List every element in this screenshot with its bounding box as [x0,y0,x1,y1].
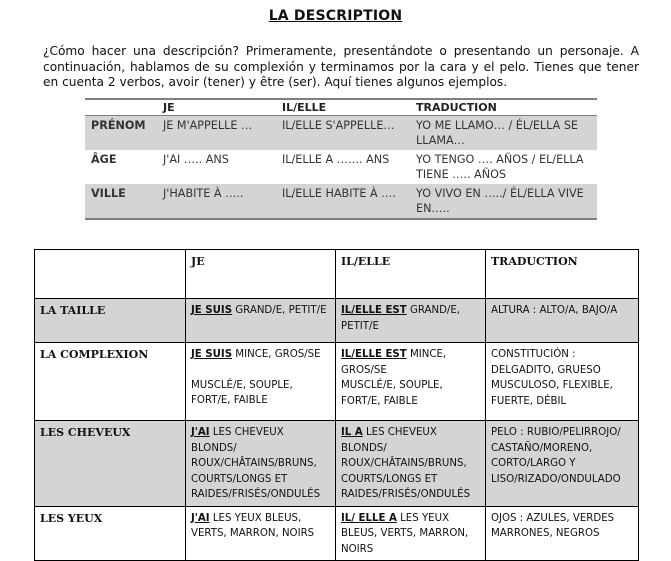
cell-text: MUSCLÉ/E, SOUPLE, FORT/E, FAIBLE [191,379,293,406]
row-label: LA COMPLEXION [35,343,186,421]
table-row-taille [35,299,639,343]
cell-text: LES YEUX BLEUS, VERTS, MARRON, NOIRS [191,512,315,539]
table-row-ville [85,184,597,219]
row-label: LES CHEVEUX [35,421,186,507]
cell-text: GRAND/E, PETIT/E [341,305,461,332]
cell-il-elle [336,299,486,343]
cell-traduction: YO TENGO …. AÑOS / EL/ELLA TIENE ….. AÑOS [416,153,584,181]
cell-je: J'HABITE À ….. [157,184,276,219]
cell-je [186,421,336,507]
header-empty [85,99,157,116]
cell-il-elle: IL/ELLE A ……. ANS [282,153,390,166]
row-label: LA TAILLE [35,299,186,343]
cell-il-elle: IL/ELLE HABITE À …. [276,184,410,219]
description-table [34,249,639,561]
row-label: VILLE [85,184,157,219]
verb-il-elle: IL/ ELLE A [341,512,397,524]
table-row-prenom [85,116,597,151]
header-il-elle: IL/ELLE [336,250,486,299]
cell-je: J'AI ….. ANS [163,153,229,166]
table-row-cheveux [35,421,639,507]
cell-il-elle [336,421,486,507]
cell-text: MINCE, GROS/SE [232,349,321,360]
table-row-yeux [35,506,639,561]
table-row-complexion [35,343,639,421]
cell-je [186,506,336,561]
verb-je: J'AI [191,427,210,438]
cell-traduction: OJOS : AZULES, VERDES MARRONES, NEGROS [486,506,639,561]
basic-phrases-table [85,98,597,220]
row-label: LES YEUX [35,506,186,561]
page-title: LA DESCRIPTION [268,8,403,24]
cell-il-elle [336,506,486,561]
cell-text: LES CHEVEUX BLONDS/ ROUX/CHÂTAINS/BRUNS, COURTS/LONGS ET RAIDES/FRISÉS/ONDULÉS [341,427,471,500]
verb-il-elle: IL/ELLE EST [341,349,407,360]
header-je: JE [157,99,276,116]
cell-il-elle [336,343,486,421]
table-header-row [85,99,597,116]
cell-text: MUSCLÉ/E, SOUPLE, FORT/E, FAIBLE [341,380,443,407]
table-header-row [35,250,639,299]
header-traduction: TRADUCTION [486,250,639,299]
cell-text: GRAND/E, PETIT/E [232,305,327,316]
header-empty [35,250,186,299]
verb-il-elle: IL/ELLE EST [341,305,407,316]
cell-je: JE M'APPELLE … [157,116,276,151]
header-traduction: TRADUCTION [410,99,597,116]
cell-traduction: ALTURA : ALTO/A, BAJO/A [486,299,639,343]
cell-text: LES CHEVEUX BLONDS/ ROUX/CHÂTAINS/BRUNS, COURTS/LONGS ET RAIDES/FRISÉS/ONDULÉS [191,427,321,500]
verb-il-elle: IL A [341,427,363,438]
header-je: JE [186,250,336,299]
verb-je: J'AI [191,512,210,524]
cell-traduction: YO ME LLAMO… / ÉL/ELLA SE LLAMA… [410,116,597,151]
cell-traduction: CONSTITUCIÓN : DELGADITO, GRUESO MUSCULOSO, FLEXIBLE, FUERTE, DÉBIL [486,343,639,421]
table-row-age [85,150,597,184]
verb-je: JE SUIS [191,305,233,316]
cell-traduction: YO VIVO EN …../ ÉL/ELLA VIVE EN….. [410,184,597,219]
cell-text: LES YEUX BLEUS, VERTS, MARRON, NOIRS [341,512,469,555]
verb-je: JE SUIS [191,349,233,360]
cell-je [186,299,336,343]
row-label: ÂGE [91,153,117,166]
intro-paragraph: ¿Cómo hacer una descripción? Primeramente, presentándote o presentando un personaje. A continuación, hablamos de su complexión y terminamos por la cara y el pelo. Tienes que tener en cuenta 2 verbos, avoir (tener) y être (ser). Aquí tienes algunos ejemplos. [43,44,639,89]
header-il-elle: IL/ELLE [276,99,410,116]
cell-text: MINCE, GROS/SE [341,349,447,376]
cell-traduction: PELO : RUBIO/PELIRROJO/ CASTAÑO/MORENO, CORTO/LARGO Y LISO/RIZADO/ONDULADO [486,421,639,507]
cell-il-elle: IL/ELLE S'APPELLE… [276,116,410,151]
row-label: PRÉNOM [85,116,157,151]
cell-je [186,343,336,421]
